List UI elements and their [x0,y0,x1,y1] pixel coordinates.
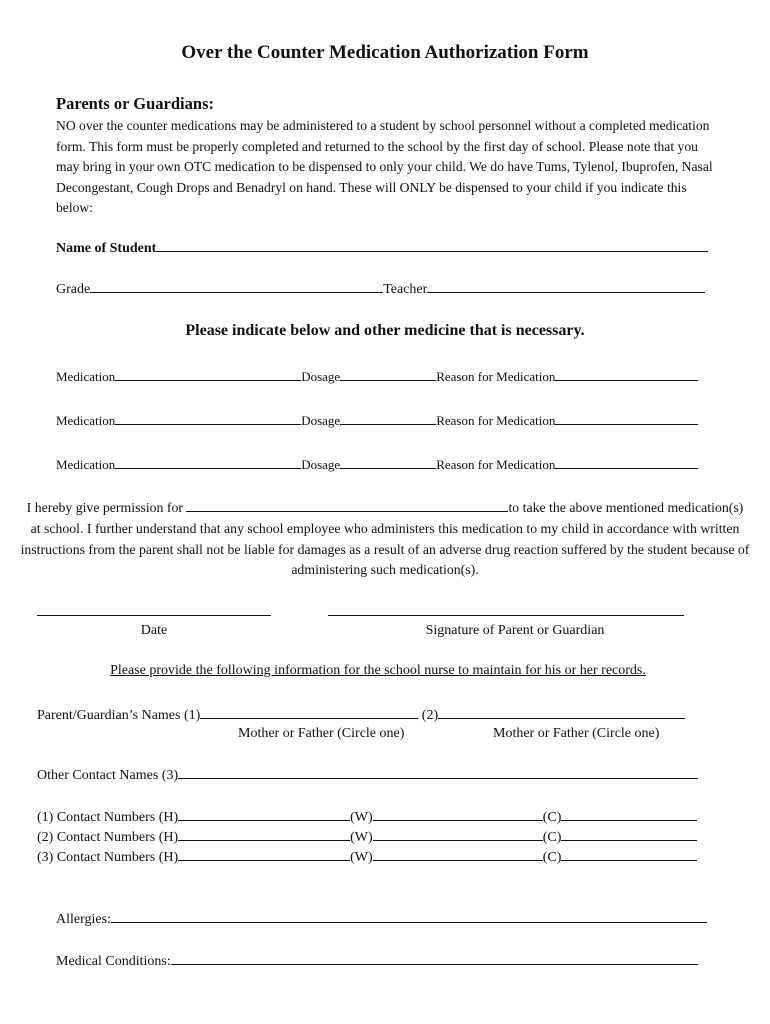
contact-numbers-row [37,828,697,846]
guardian-name-1-field[interactable] [200,706,418,719]
medicine-heading: Please indicate below and other medicine that is necessary. [185,322,585,339]
contact-home-field[interactable] [178,828,350,841]
contact-numbers-row [37,808,697,826]
allergies-label: Allergies: [56,912,111,927]
student-name-row [56,239,708,257]
intro-text: NO over the counter medications may be administered to a student by school personnel without a completed medication form. This form must be properly completed and returned to the school by the first day of school. Please note that you may bring in your own OTC medication to be dispensed to only your child. We do have Tums, Tylenol, Ibuprofen, Nasal Decongestant, Cough Drops and Benadryl on hand. These will ONLY be dispensed to your child if you indicate this below: [56,118,713,216]
teacher-field[interactable] [427,280,705,293]
form-title: Over the Counter Medication Authorization Form [181,42,589,63]
dosage-field[interactable] [340,456,436,469]
contact-cell-label: (C) [542,830,562,845]
contact-work-field[interactable] [373,808,543,821]
contact-numbers-row [37,848,697,866]
reason-label: Reason for Medication [436,413,556,428]
reason-field[interactable] [555,456,698,469]
guardian-name-2-field[interactable] [438,706,685,719]
dosage-label: Dosage [301,413,341,428]
medication-row [56,368,698,385]
dosage-field[interactable] [340,412,436,425]
other-contact-field[interactable] [178,766,698,779]
reason-field[interactable] [555,412,698,425]
contact-work-field[interactable] [373,848,543,861]
guardian-second-label: (2) [421,708,439,723]
medical-conditions-field[interactable] [171,952,698,965]
contact-home-label: Contact Numbers (H) [56,830,179,845]
contact-home-field[interactable] [178,808,350,821]
contact-cell-field[interactable] [561,828,697,841]
contact-home-label: Contact Numbers (H) [56,810,179,825]
contact-work-field[interactable] [373,828,543,841]
dosage-label: Dosage [301,369,341,384]
student-permission-field[interactable] [186,499,508,512]
medication-row [56,456,698,473]
contact-number-index: (3) [37,850,54,865]
circle-one-1: Mother or Father (Circle one) [238,726,405,741]
other-contact-label: Other Contact Names (3) [37,768,179,783]
grade-label: Grade [56,282,91,297]
dosage-field[interactable] [340,368,436,381]
contact-work-label: (W) [350,830,373,845]
allergies-row [56,910,707,928]
contact-number-index: (1) [37,810,54,825]
date-label: Date [140,623,168,638]
contact-home-label: Contact Numbers (H) [56,850,179,865]
guardian-names-label: Parent/Guardian’s Names (1) [37,708,201,723]
student-name-field[interactable] [156,239,708,252]
medication-label: Medication [56,457,116,472]
contact-cell-label: (C) [542,810,562,825]
medical-conditions-label: Medical Conditions: [56,954,171,969]
medication-field[interactable] [115,412,301,425]
dosage-label: Dosage [301,457,341,472]
contact-work-label: (W) [350,810,373,825]
permission-paragraph [20,498,750,581]
contact-cell-label: (C) [542,850,562,865]
signature-line[interactable] [328,615,684,616]
permission-body: medication(s) at school. I further understand that any school employee who administers this medication to my child in accordance with written instructions from the parent shall not be liable for damages as a result of an adverse drug reaction suffered by the student because of administering such medication(s). [20,500,750,578]
date-line[interactable] [37,615,271,616]
grade-teacher-row [56,280,705,298]
section-heading: Parents or Guardians: [56,94,214,113]
medical-conditions-row [56,952,698,970]
grade-field[interactable] [90,280,383,293]
circle-one-2: Mother or Father (Circle one) [493,726,660,741]
student-name-label: Name of Student [56,241,157,256]
guardian-names-row [37,706,685,724]
contact-work-label: (W) [350,850,373,865]
reason-label: Reason for Medication [436,369,556,384]
medication-field[interactable] [115,456,301,469]
contact-home-field[interactable] [178,848,350,861]
nurse-note: Please provide the following information for the school nurse to maintain for his or her records. [110,663,646,678]
medication-row [56,412,698,429]
contact-cell-field[interactable] [561,848,697,861]
permission-suffix: to take the above mentioned [508,500,664,515]
permission-prefix: I hereby give permission for [26,500,183,515]
teacher-label: Teacher [383,282,428,297]
signature-label: Signature of Parent or Guardian [425,623,605,638]
allergies-field[interactable] [111,910,707,923]
medication-label: Medication [56,413,116,428]
other-contact-row [37,766,698,784]
medication-label: Medication [56,369,116,384]
contact-number-index: (2) [37,830,54,845]
reason-label: Reason for Medication [436,457,556,472]
medication-field[interactable] [115,368,301,381]
contact-cell-field[interactable] [561,808,697,821]
reason-field[interactable] [555,368,698,381]
